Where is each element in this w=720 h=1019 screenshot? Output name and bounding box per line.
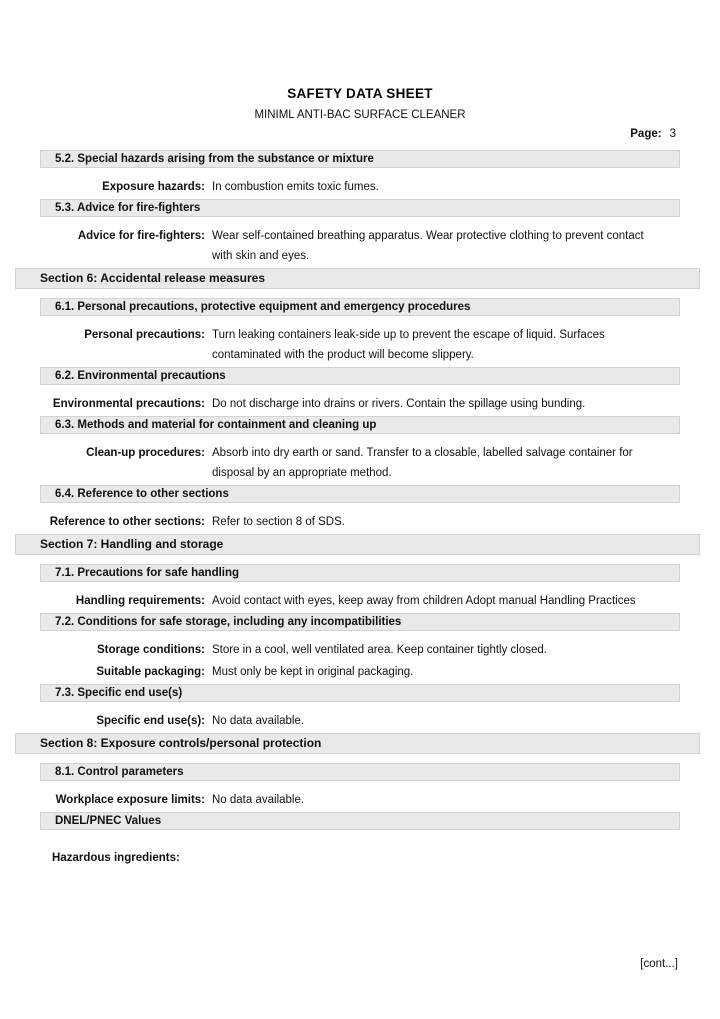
field-row [0,394,720,414]
field-label: Exposure hazards: [102,181,205,193]
field-row [0,640,720,660]
field-value [212,591,720,611]
field-row [0,325,720,365]
page-label: Page: [630,128,662,140]
subsection-header-bar: 7.1. Precautions for safe handling [40,564,680,582]
field-value [212,394,720,414]
subsection-header-bar: 5.3. Advice for fire-fighters [40,199,680,217]
field-value-line: In combustion emits toxic fumes. [212,181,379,193]
field-value-line: Absorb into dry earth or sand. Transfer to a closable, labelled salvage container for [212,447,633,459]
field-value-line: disposal by an appropriate method. [212,467,392,479]
field-value-line: Store in a cool, well ventilated area. Keep container tightly closed. [212,644,547,656]
field-label: Storage conditions: [97,644,205,656]
document-title: SAFETY DATA SHEET [287,86,433,101]
field-row [0,177,720,197]
field-label: Suitable packaging: [96,666,205,678]
field-row [0,790,720,810]
field-value-line: contaminated with the product will become slippery. [212,349,474,361]
section-header-bar: Section 6: Accidental release measures [15,268,700,289]
field-label: Reference to other sections: [49,516,205,528]
field-row [0,443,720,483]
field-row [0,512,720,532]
subsection-header-bar: 6.2. Environmental precautions [40,367,680,385]
field-value [212,711,720,731]
field-value [212,443,720,483]
subsection-header-bar: 6.3. Methods and material for containment and cleaning up [40,416,680,434]
field-label: Specific end use(s): [96,715,205,727]
page-number: 3 [669,128,676,140]
subsection-header-bar: 5.2. Special hazards arising from the substance or mixture [40,150,680,168]
subsection-header-bar: 8.1. Control parameters [40,763,680,781]
document-body [0,148,720,866]
subsection-header-bar: 7.2. Conditions for safe storage, including any incompatibilities [40,613,680,631]
field-label: Handling requirements: [75,595,205,607]
field-label: Clean-up procedures: [86,447,205,459]
field-value [212,662,720,682]
field-label: Personal precautions: [84,329,205,341]
field-value-line: Avoid contact with eyes, keep away from children Adopt manual Handling Practices [212,595,636,607]
field-value-line: No data available. [212,794,305,806]
field-label: Advice for fire-fighters: [77,230,205,242]
field-value-line: Do not discharge into drains or rivers. Contain the spillage using bunding. [212,398,586,410]
hazardous-ingredients-label: Hazardous ingredients: [52,852,180,864]
field-row [0,711,720,731]
product-name: MINIML ANTI-BAC SURFACE CLEANER [254,109,466,121]
field-value-line: No data available. [212,715,305,727]
field-value [212,325,720,365]
subsection-header-bar: 6.1. Personal precautions, protective equipment and emergency procedures [40,298,680,316]
continuation-marker: [cont...] [640,958,678,970]
field-row [0,591,720,611]
field-value-line: Wear self-contained breathing apparatus. Wear protective clothing to prevent contact [212,230,644,242]
field-value [212,177,720,197]
section-header-bar: Section 8: Exposure controls/personal protection [15,733,700,754]
document-header [0,0,720,144]
field-label: Workplace exposure limits: [55,794,205,806]
field-value-line: Refer to section 8 of SDS. [212,516,345,528]
section-header-bar: Section 7: Handling and storage [15,534,700,555]
field-value [212,640,720,660]
field-value [212,512,720,532]
field-row [0,226,720,266]
field-value-line: with skin and eyes. [212,250,310,262]
subsection-header-bar: 6.4. Reference to other sections [40,485,680,503]
subsection-header-bar: 7.3. Specific end use(s) [40,684,680,702]
page-indicator [0,128,720,144]
subsection-header-bar: DNEL/PNEC Values [40,812,680,830]
field-label: Environmental precautions: [52,398,205,410]
field-value [212,226,720,266]
field-value-line: Must only be kept in original packaging. [212,666,414,678]
field-value-line: Turn leaking containers leak-side up to prevent the escape of liquid. Surfaces [212,329,605,341]
field-row [0,662,720,682]
field-value [212,790,720,810]
